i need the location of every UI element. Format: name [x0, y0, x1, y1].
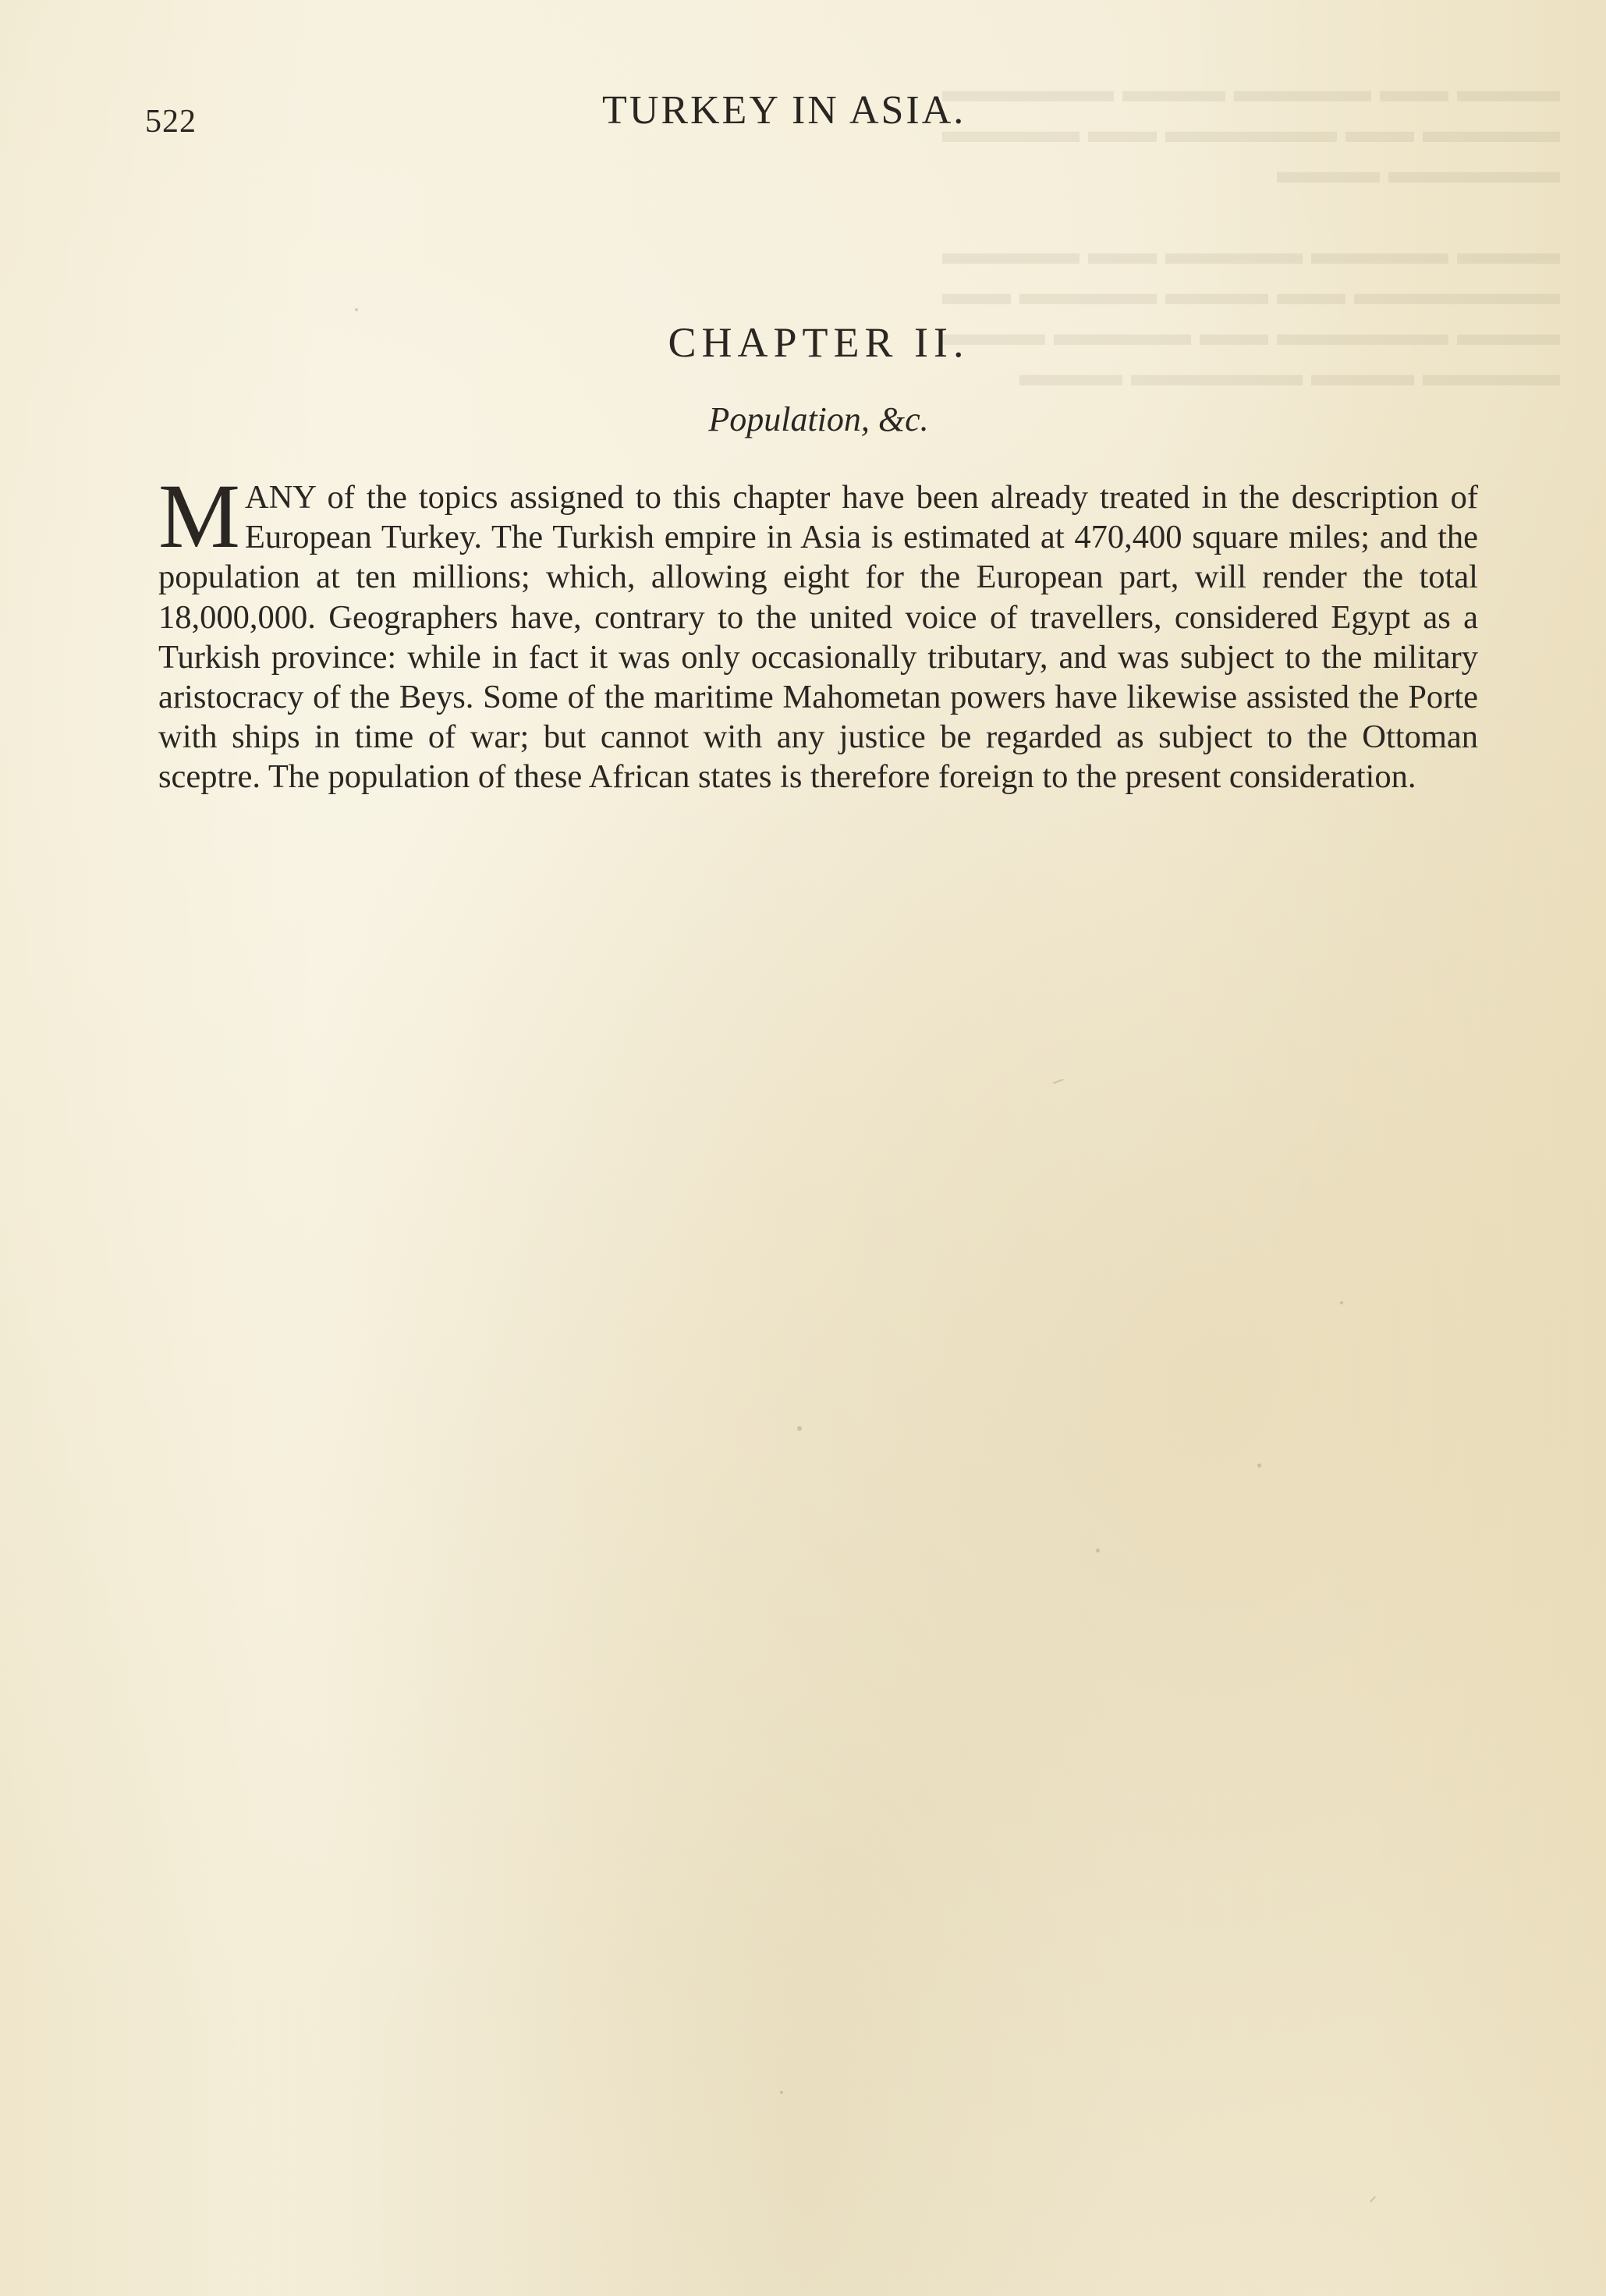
drop-cap: M: [158, 465, 240, 567]
running-head-title: TURKEY IN ASIA.: [602, 88, 966, 133]
paper-speck: [797, 1426, 802, 1431]
paper-speck: [1096, 1549, 1100, 1553]
paper-speck: [1257, 1464, 1261, 1467]
chapter-subtitle: Population, &c.: [708, 400, 929, 438]
paper-speck: [780, 2091, 783, 2094]
paper-speck: [1340, 1301, 1343, 1304]
paper-speck: [1053, 1079, 1064, 1084]
body-paragraph: [158, 465, 1478, 797]
body-text: ANY of the topics assigned to this chapter have been already treated in the description of European Turkey. The Turkish empire in Asia is estimated at 470,400 square miles; and the population at ten millions; which, allowing eight for the European part, will render the total 18,000,000. Geographers have, contrary to the united voice of travellers, considered Egypt as a Turkish province: while in fact it was only occasionally tributary, and was subject to the military aristocracy of the Beys. Some of the maritime Mahometan powers have likewise assisted the Porte with ships in time of war; but cannot with any justice be regarded as subject to the Ottoman sceptre. The population of these African states is therefore foreign to the present consideration.: [158, 479, 1478, 796]
paper-speck: [355, 308, 358, 311]
page-number: 522: [145, 104, 197, 140]
chapter-title: CHAPTER II.: [668, 319, 970, 366]
paper-speck: [1370, 2196, 1376, 2203]
running-head: [0, 87, 1606, 142]
bleed-through-texture: ▬▬▬ ▬▬ ▬▬▬▬ ▬▬▬ ▬▬▬▬▬ ▬▬▬▬ ▬▬ ▬▬▬▬▬ ▬▬ ▬▬▬▬ ▬▬▬▬▬ ▬▬▬ ▬▬▬ ▬▬▬▬ ▬▬▬▬ ▬▬ ▬▬▬▬ ▬▬▬▬▬▬ ▬▬ ▬▬▬ ▬▬▬▬ ▬▬ ▬▬▬ ▬▬▬▬▬ ▬▬ ▬▬▬▬ ▬▬▬ ▬▬▬▬ ▬▬▬ ▬▬▬▬▬ ▬▬▬: [942, 71, 1560, 393]
